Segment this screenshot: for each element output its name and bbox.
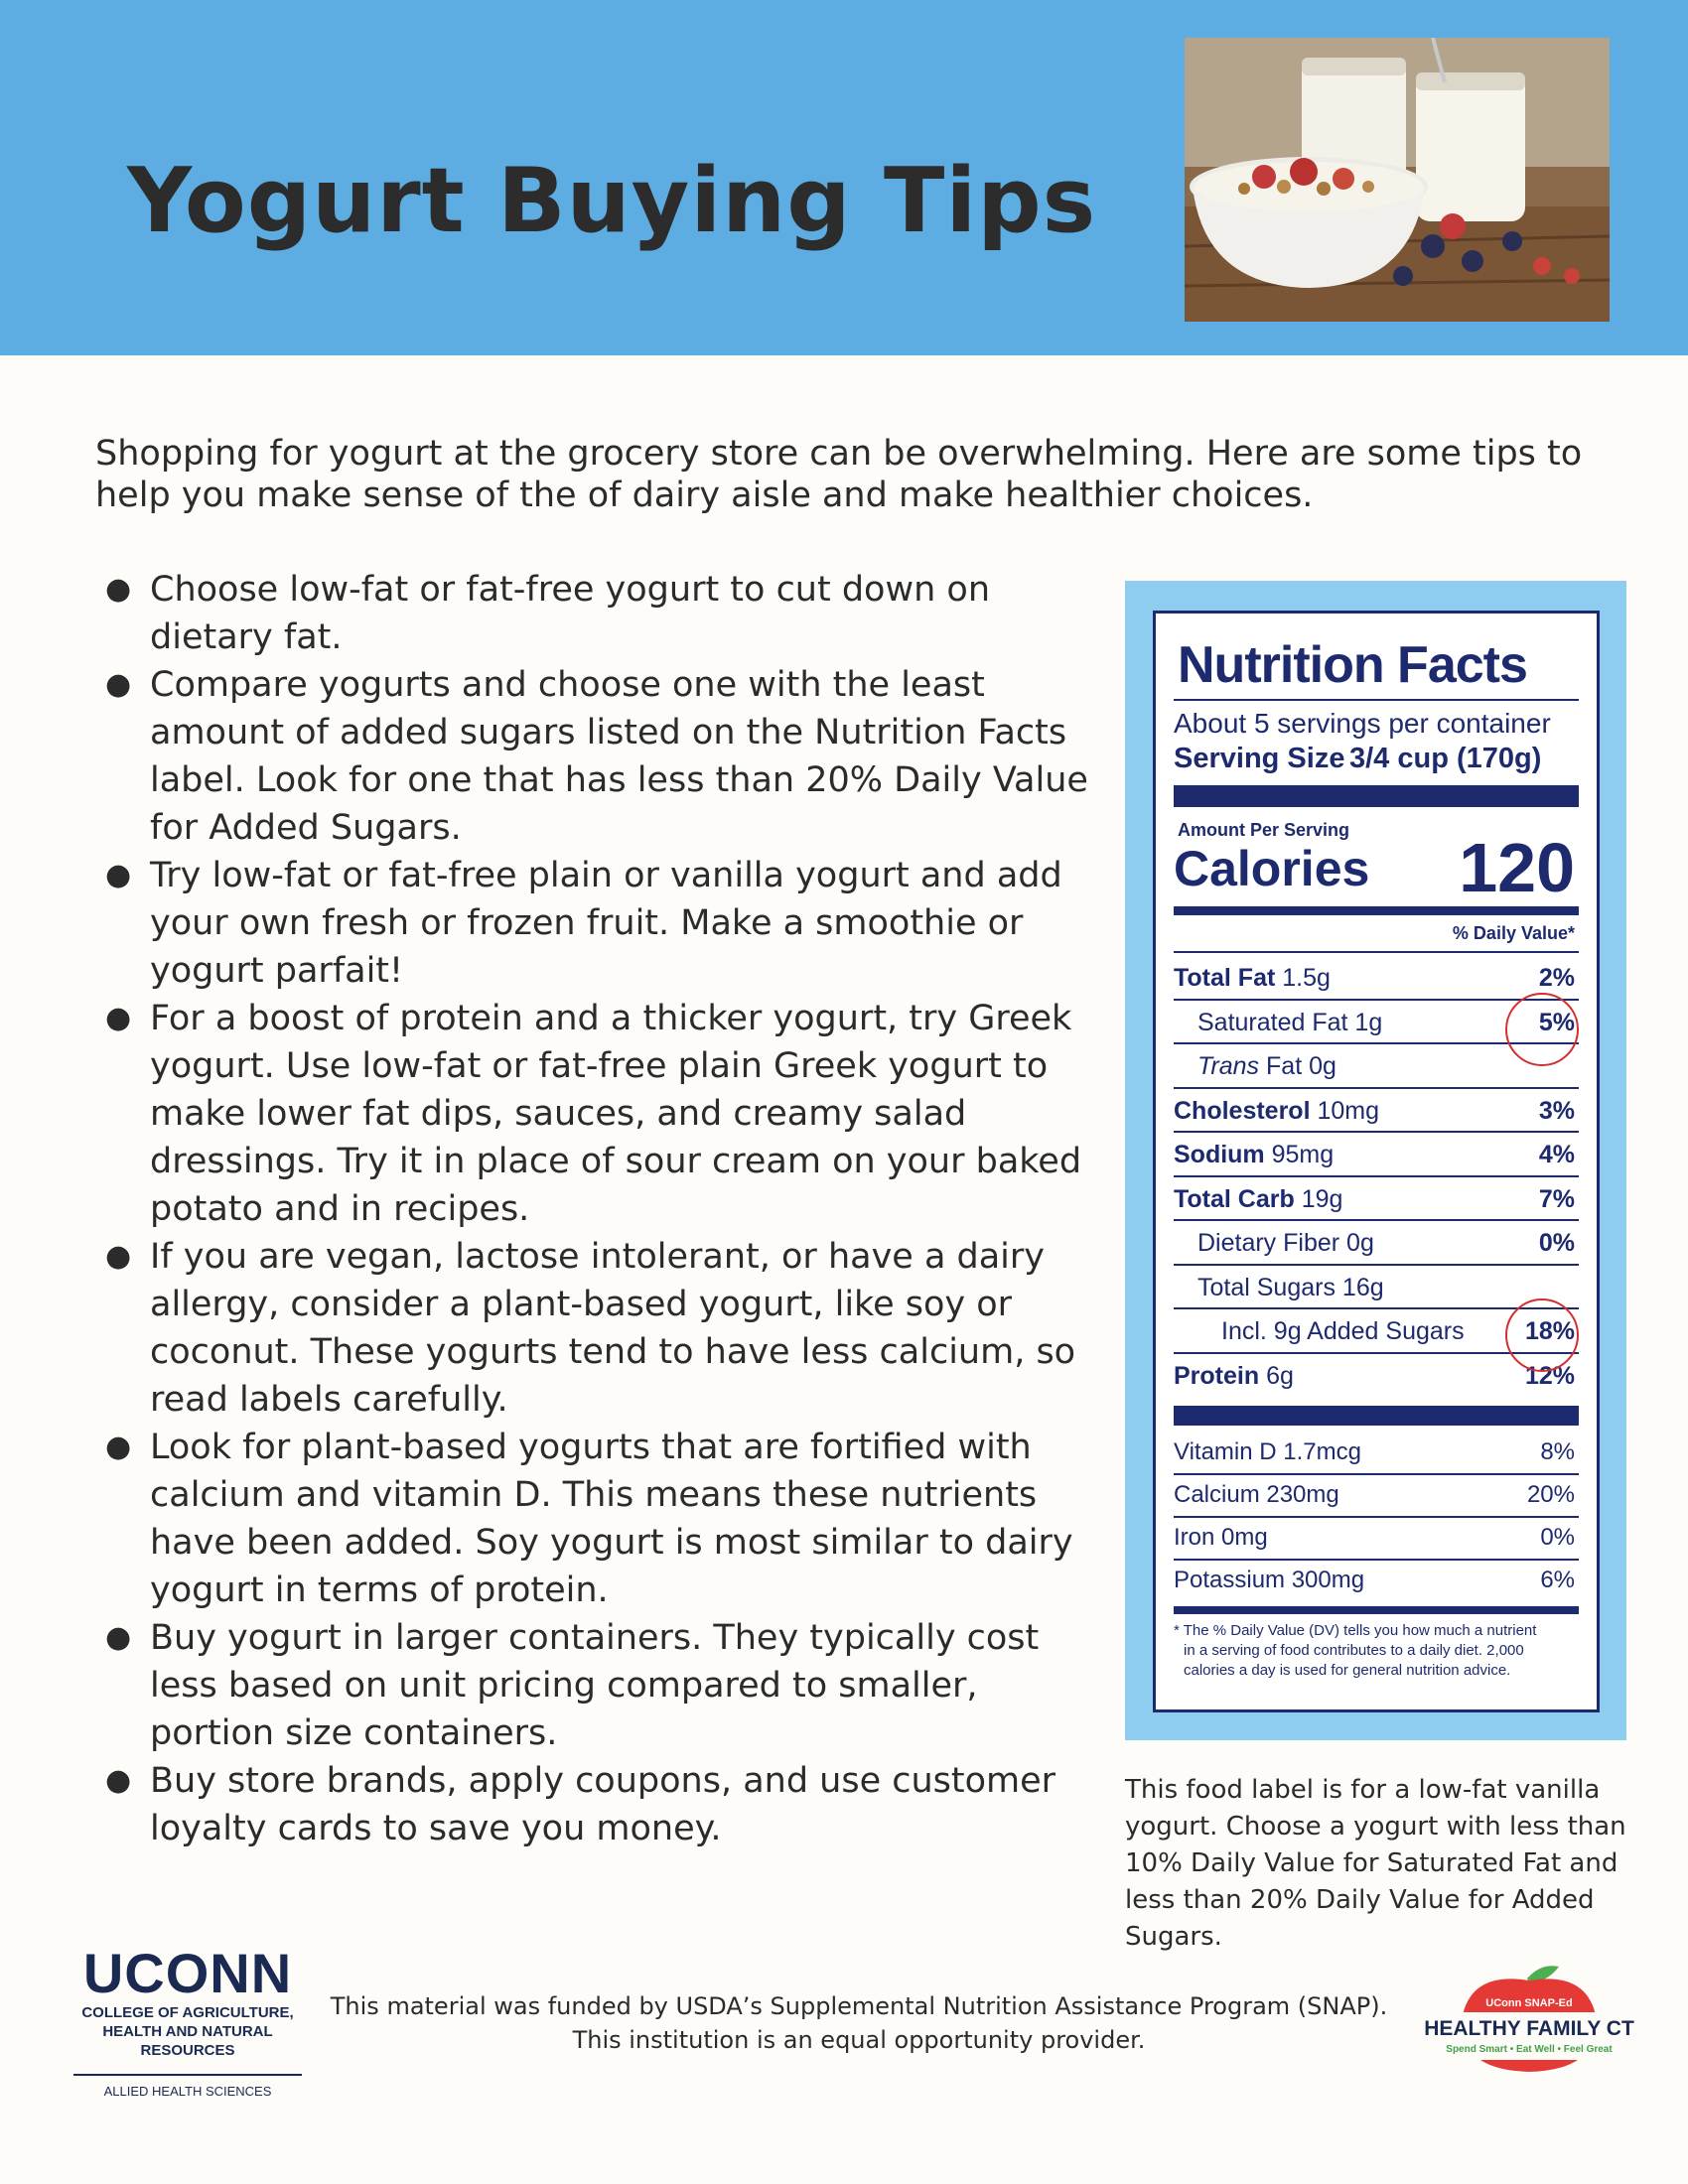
nutrient-name: Protein [1174,1361,1260,1390]
nutrient-daily-value: 3% [1538,1096,1575,1125]
divider [73,2074,302,2076]
intro-paragraph: Shopping for yogurt at the grocery store can be overwhelming. Here are some tips to help you make sense of the of dairy aisle and make healthier choices. [95,434,1583,515]
nutrient-amount: 10mg [1317,1096,1380,1125]
nutrient-daily-value: 4% [1538,1141,1575,1168]
amount-per-serving: Amount Per Serving [1178,820,1350,840]
vitamin-daily-value: 8% [1540,1438,1575,1465]
list-item [95,1757,1088,1852]
footnote-line: in a serving of food contributes to a daily diet. 2,000 [1184,1642,1524,1659]
uconn-department: ALLIED HEALTH SCIENCES [103,2084,272,2099]
nutrient-name: Saturated Fat 1g [1197,1008,1383,1036]
nutrient-daily-value: 2% [1538,964,1575,992]
list-item [95,852,1088,995]
uconn-college-line: RESOURCES [140,2042,235,2059]
thick-divider [1174,1406,1579,1426]
nutrient-name: Total Fat [1174,964,1276,992]
tips-list [95,566,1088,1852]
divider [1174,951,1579,953]
divider [1174,1264,1579,1266]
bullet-icon: ● [105,1430,132,1464]
list-item [95,661,1088,852]
nutrient-name: Incl. 9g Added Sugars [1221,1317,1465,1345]
vitamin-daily-value: 0% [1540,1524,1575,1551]
thick-divider [1174,906,1579,915]
serving-size-value: 3/4 cup (170g) [1349,743,1542,774]
divider [1174,1175,1579,1177]
thick-divider [1174,1606,1579,1614]
highlight-circle-saturated-fat [1505,993,1579,1066]
nutrient-amount: 6g [1266,1361,1294,1390]
nutrient-amount: Fat 0g [1266,1052,1336,1080]
nutrient-name: Trans [1197,1052,1260,1080]
nutrient-name: Cholesterol [1174,1096,1311,1125]
bullet-icon: ● [105,858,132,892]
footnote-line: calories a day is used for general nutrition advice. [1184,1662,1511,1679]
healthy-family-ct-logo [1410,1961,1648,2080]
list-item [95,1424,1088,1614]
calories-value: 120 [1459,829,1575,906]
bullet-icon: ● [105,1620,132,1655]
serving-size-label: Serving Size [1174,743,1345,774]
uconn-wordmark: UCONN [82,1942,293,2004]
tip-text: Compare yogurts and choose one with the least amount of added sugars listed on the Nutrition Facts label. Look for one that has less than 20% Daily Value for Added Sugars. [150,665,1088,848]
divider [1174,1131,1579,1133]
bullet-icon: ● [105,1763,132,1798]
label-caption: This food label is for a low-fat vanilla yogurt. Choose a yogurt with less than 10% Daily Value for Saturated Fat and less than 20% Daily Value for Added Sugars. [1125,1775,1626,1952]
highlight-circle-added-sugars [1505,1298,1579,1372]
vitamin-name: Vitamin D 1.7mcg [1174,1438,1361,1465]
nutrient-name: Sodium [1174,1141,1265,1168]
tip-text: Try low-fat or fat-free plain or vanilla yogurt and add your own fresh or frozen fruit. Make a smoothie or yogurt parfait! [150,856,1062,991]
nutrient-name: Total Sugars 16g [1197,1273,1384,1301]
bullet-icon: ● [105,1239,132,1274]
vitamin-name: Iron 0mg [1174,1524,1268,1551]
hfct-top-text: UConn SNAP-Ed [1485,1997,1573,2009]
bullet-icon: ● [105,1001,132,1035]
tip-text: Buy yogurt in larger containers. They typically cost less based on unit pricing compared to smaller, portion size containers. [150,1618,1040,1753]
nutrient-daily-value: 18% [1524,1317,1575,1345]
vitamin-daily-value: 20% [1526,1481,1575,1508]
nutrient-amount: 1.5g [1282,964,1331,992]
divider [1174,1559,1579,1561]
calories-label: Calories [1174,841,1370,896]
footnote [1174,1621,1581,1681]
footnote-line: * The % Daily Value (DV) tells you how much a nutrient [1174,1622,1537,1639]
nutrient-daily-value: 0% [1538,1229,1575,1257]
hfct-name: HEALTHY FAMILY CT [1424,2017,1634,2040]
nutrient-amount: 95mg [1271,1141,1335,1168]
funding-statement: This material was funded by USDA’s Supplemental Nutrition Assistance Program (SNAP). [330,1992,1388,2020]
nutrition-facts-title: Nutrition Facts [1178,636,1527,694]
equal-opportunity-statement: This institution is an equal opportunity provider. [572,2026,1146,2054]
tip-text: For a boost of protein and a thicker yogurt, try Greek yogurt. Use low-fat or fat-free plain Greek yogurt to make lower fat dips, sauces, and creamy salad dressings. Try it in place of sour cream on your baked potato and in recipes. [150,999,1082,1229]
tip-text: If you are vegan, lactose intolerant, or have a dairy allergy, consider a plant-based yogurt, like soy or coconut. These yogurts tend to have less calcium, so read labels carefully. [150,1237,1076,1420]
nutrient-daily-value: 7% [1538,1184,1575,1213]
list-item [95,1233,1088,1424]
divider [1174,699,1579,701]
divider [1174,1516,1579,1518]
tip-text: Choose low-fat or fat-free yogurt to cut down on dietary fat. [150,570,990,657]
nutrition-facts-label [1153,611,1600,1712]
yogurt-photo-icon [1185,38,1610,322]
hfct-tagline: Spend Smart • Eat Well • Feel Great [1446,2044,1613,2055]
funding-footer [313,1989,1405,2057]
list-item [95,1614,1088,1757]
uconn-college-line: COLLEGE OF AGRICULTURE, [81,2004,294,2021]
nutrient-daily-value: 5% [1538,1008,1575,1036]
vitamin-name: Potassium 300mg [1174,1567,1365,1593]
divider [1174,1473,1579,1475]
nutrient-amount: 19g [1301,1184,1343,1213]
bullet-icon: ● [105,667,132,702]
bullet-icon: ● [105,572,132,607]
tip-text: Look for plant-based yogurts that are fortified with calcium and vitamin D. This means these nutrients have been added. Soy yogurt is most similar to dairy yogurt in terms of protein. [150,1428,1073,1610]
header-banner [0,0,1688,355]
nutrient-daily-value: 12% [1524,1361,1575,1390]
servings-per-container: About 5 servings per container [1174,708,1551,739]
nutrient-name: Total Carb [1174,1184,1295,1213]
list-item [95,995,1088,1233]
thick-divider [1174,785,1579,807]
daily-value-header: % Daily Value* [1452,923,1575,943]
vitamin-name: Calcium 230mg [1174,1481,1339,1508]
list-item [95,566,1088,661]
divider [1174,1219,1579,1221]
vitamin-daily-value: 6% [1540,1567,1575,1593]
uconn-logo [68,1944,308,2099]
uconn-college-line: HEALTH AND NATURAL [102,2023,273,2040]
page-title: Yogurt Buying Tips [127,149,1097,253]
tip-text: Buy store brands, apply coupons, and use customer loyalty cards to save you money. [150,1761,1056,1848]
nutrient-name: Dietary Fiber 0g [1197,1229,1374,1257]
divider [1174,1087,1579,1089]
